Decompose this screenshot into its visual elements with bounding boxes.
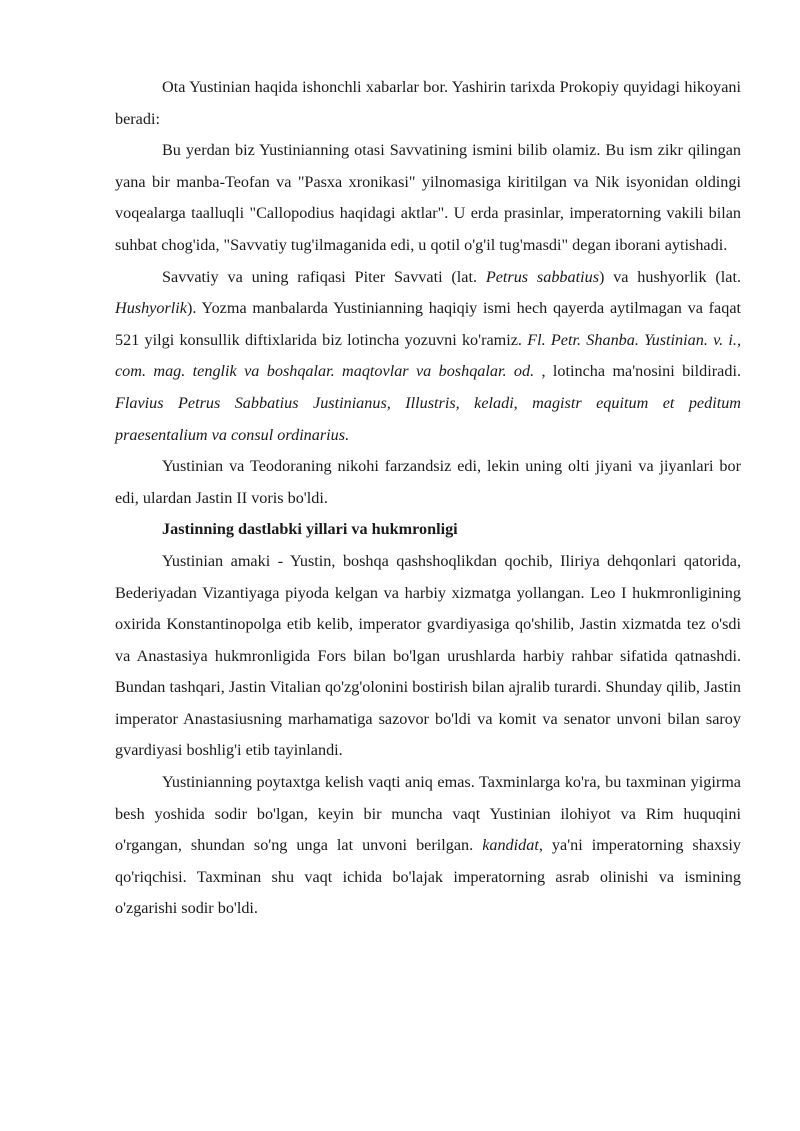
text-segment: Yustinian va Teodoraning nikohi farzandsiz edi, lekin uning olti jiyani va jiyanlari bor edi, ulardan Jastin II voris bo'ldi.	[115, 457, 741, 507]
body-paragraph	[115, 546, 741, 767]
text-segment: Yustinianning poytaxtga kelish vaqti aniq emas. Taxminlarga ko'ra, bu taxminan yigirma besh yoshida sodir bo'lgan, keyin bir muncha vaqt Yustinian ilohiyot va Rim huquqini o'rgangan, shundan so'ng unga lat unvoni berilgan.	[115, 773, 741, 855]
italic-text-segment: Fl. Petr. Shanba. Yustinian. v. i., com. mag. tenglik va boshqalar. maqtovlar va boshqalar. od.	[115, 330, 742, 381]
italic-text-segment: Flavius Petrus Sabbatius Justinianus, Illustris, keladi, magistr equitum et peditum praesentalium va consul ordinarius.	[115, 393, 741, 444]
body-paragraph	[115, 72, 741, 135]
italic-text-segment: Hushyorlik	[115, 299, 187, 318]
body-paragraph	[115, 262, 741, 452]
text-segment: Bu yerdan biz Yustinianning otasi Savvatining ismini bilib olamiz. Bu ism zikr qilingan yana bir manba-Teofan va "Pasxa xronikasi" yilnomasiga kiritilgan va Nik isyonidan oldingi voqealarga taalluqli "Callopodius haqidagi aktlar". U erda prasinlar, imperatorning vakili bilan suhbat chog'ida, "Savvatiy tug'ilmaganida edi, u qotil o'g'il tug'masdi" degan iborani aytishadi.	[115, 141, 741, 254]
section-heading	[115, 514, 741, 546]
italic-text-segment: kandidat	[482, 836, 539, 855]
text-segment: Yustinian amaki - Yustin, boshqa qashshoqlikdan qochib, Iliriya dehqonlari qatorida, Bederiyadan Vizantiyaga piyoda kelgan va harbiy xizmatga yollangan. Leo I hukmronligining oxirida Konstantinopolga etib kelib, imperator gvardiyasiga qo'shilib, Jastin xizmatda tez o'sdi va Anastasiya hukmronligida Fors bilan bo'lgan urushlarda harbiy rahbar sifatida qatnashdi. Bundan tashqari, Jastin Vitalian qo'zg'olonini bostirish bilan ajralib turardi. Shunday qilib, Jastin imperator Anastasiusning marhamatiga sazovor bo'ldi va komit va senator unvoni bilan saroy gvardiyasi boshlig'i etib tayinlandi.	[115, 551, 741, 760]
text-segment: , lotincha ma'nosini bildiradi.	[534, 362, 741, 381]
body-paragraph	[115, 135, 741, 261]
text-segment: ) va hushyorlik (lat.	[599, 267, 741, 286]
text-segment: Jastinning dastlabki yillari va hukmronligi	[162, 520, 458, 539]
body-paragraph	[115, 767, 741, 925]
document-page	[115, 72, 741, 925]
text-segment: Savvatiy va uning rafiqasi Piter Savvati (lat.	[162, 267, 486, 286]
body-paragraph	[115, 451, 741, 514]
text-segment: ). Yozma manbalarda Yustinianning haqiqiy ismi hech qayerda aytilmagan va faqat 521 yilgi konsullik diftixlarida biz lotincha yozuvni ko'ramiz.	[115, 299, 741, 349]
italic-text-segment: Petrus sabbatius	[485, 267, 599, 286]
text-segment: , ya'ni imperatorning shaxsiy qo'riqchisi. Taxminan shu vaqt ichida bo'lajak imperatorning asrab olinishi va ismining o'zgarishi sodir bo'ldi.	[115, 836, 741, 918]
text-segment: Ota Yustinian haqida ishonchli xabarlar bor. Yashirin tarixda Prokopiy quyidagi hikoyani beradi:	[115, 78, 741, 128]
